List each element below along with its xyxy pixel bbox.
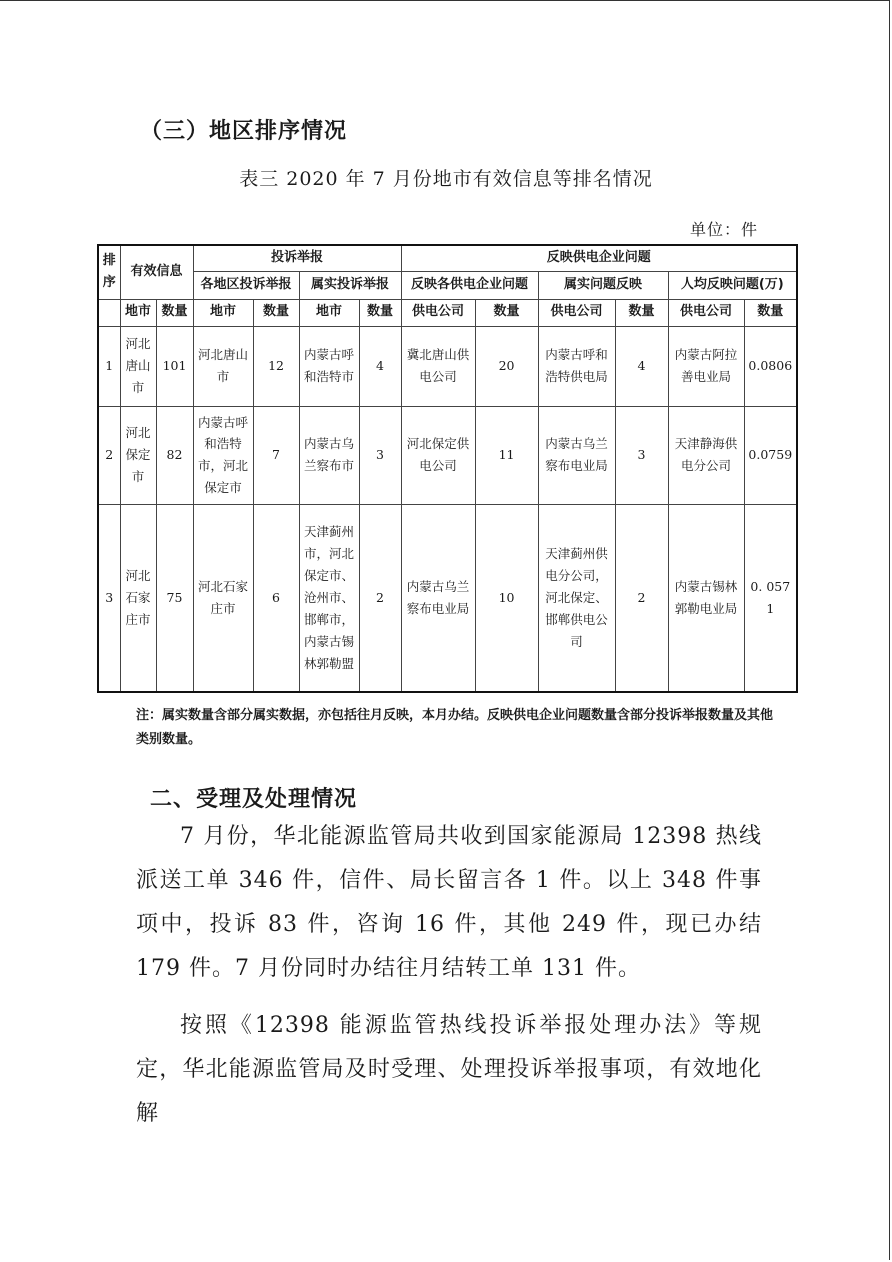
table-cell: 1 xyxy=(98,326,120,406)
table-cell: 0.0759 xyxy=(744,406,797,504)
header-valid-info: 有效信息 xyxy=(120,245,193,299)
header-power-supply-issues: 反映供电企业问题 xyxy=(401,245,797,271)
unit-label: 单位：件 xyxy=(689,220,758,239)
table-cell: 75 xyxy=(156,504,193,692)
table-note: 注：属实数量含部分属实数据，亦包括往月反映，本月办结。反映供电企业问题数量含部分投诉举报数量及其他类别数量。 xyxy=(136,708,774,747)
table-cell: 河北唐山市 xyxy=(193,326,253,406)
header-complaint-report: 投诉举报 xyxy=(193,245,401,271)
subheader-cell: 数量 xyxy=(744,299,797,326)
table-cell: 天津蓟州市，河北保定市、沧州市、邯郸市，内蒙古锡林郭勒盟 xyxy=(299,504,359,692)
subheader-cell: 供电公司 xyxy=(538,299,615,326)
subheader-cell: 供电公司 xyxy=(401,299,475,326)
table-cell: 12 xyxy=(253,326,299,406)
header-region-complaints: 各地区投诉举报 xyxy=(193,271,299,299)
header-company-issues: 反映各供电企业问题 xyxy=(401,271,538,299)
header-verified-complaints: 属实投诉举报 xyxy=(299,271,401,299)
table-cell: 2 xyxy=(359,504,401,692)
table-cell: 11 xyxy=(475,406,538,504)
section-heading: （三）地区排序情况 xyxy=(140,119,348,144)
table-cell: 河北石家庄市 xyxy=(120,504,156,692)
table-cell: 0. 0571 xyxy=(744,504,797,692)
table-cell: 0.0806 xyxy=(744,326,797,406)
table-cell: 河北唐山市 xyxy=(120,326,156,406)
table-cell: 3 xyxy=(359,406,401,504)
table-cell: 20 xyxy=(475,326,538,406)
subheader-cell: 地市 xyxy=(299,299,359,326)
table-cell: 6 xyxy=(253,504,299,692)
ranking-table xyxy=(97,244,798,693)
paragraph-2: 按照《12398 能源监管热线投诉举报处理办法》等规定，华北能源监管局及时受理、处理投诉举报事项，有效地化解 xyxy=(136,1013,762,1126)
header-verified-issues: 属实问题反映 xyxy=(538,271,668,299)
table-cell: 3 xyxy=(615,406,668,504)
table-cell: 内蒙古呼和浩特市，河北保定市 xyxy=(193,406,253,504)
header-per-capita-issues: 人均反映问题(万) xyxy=(668,271,797,299)
subheader-cell: 地市 xyxy=(120,299,156,326)
table-cell: 河北保定供电公司 xyxy=(401,406,475,504)
table-caption: 表三 2020 年 7 月份地市有效信息等排名情况 xyxy=(239,168,653,190)
table-cell: 内蒙古阿拉善电业局 xyxy=(668,326,744,406)
table-cell: 4 xyxy=(359,326,401,406)
table-cell: 内蒙古呼和浩特供电局 xyxy=(538,326,615,406)
table-cell: 天津蓟州供电分公司，河北保定、邯郸供电公司 xyxy=(538,504,615,692)
table-cell: 内蒙古锡林郭勒电业局 xyxy=(668,504,744,692)
table-cell: 82 xyxy=(156,406,193,504)
subheader-cell: 数量 xyxy=(253,299,299,326)
subheader-cell: 数量 xyxy=(615,299,668,326)
table-cell: 4 xyxy=(615,326,668,406)
table-cell: 10 xyxy=(475,504,538,692)
table-cell: 冀北唐山供电公司 xyxy=(401,326,475,406)
table-cell: 2 xyxy=(98,406,120,504)
subheader-cell: 数量 xyxy=(156,299,193,326)
subheader-cell: 数量 xyxy=(475,299,538,326)
table-cell: 内蒙古乌兰察布电业局 xyxy=(538,406,615,504)
table-cell: 内蒙古乌兰察布电业局 xyxy=(401,504,475,692)
table-cell: 河北石家庄市 xyxy=(193,504,253,692)
table-cell: 内蒙古呼和浩特市 xyxy=(299,326,359,406)
table-cell: 7 xyxy=(253,406,299,504)
table-cell: 内蒙古乌兰察布市 xyxy=(299,406,359,504)
table-cell: 天津静海供电分公司 xyxy=(668,406,744,504)
header-rank: 排序 xyxy=(98,245,120,299)
table-cell: 101 xyxy=(156,326,193,406)
table-row xyxy=(98,326,797,406)
table-row xyxy=(98,406,797,504)
header-blank xyxy=(98,299,120,326)
section2-heading: 二、受理及处理情况 xyxy=(150,787,358,812)
table-cell: 河北保定市 xyxy=(120,406,156,504)
subheader-cell: 供电公司 xyxy=(668,299,744,326)
subheader-cell: 数量 xyxy=(359,299,401,326)
table-cell: 2 xyxy=(615,504,668,692)
subheader-cell: 地市 xyxy=(193,299,253,326)
paragraph-1: 7 月份，华北能源监管局共收到国家能源局 12398 热线派送工单 346 件，信件、局长留言各 1 件。以上 348 件事项中，投诉 83 件，咨询 16 件，其他 249 件，现已办结 179 件。7 月份同时办结往月结转工单 131 件。 xyxy=(136,824,762,981)
table-row xyxy=(98,504,797,692)
table-cell: 3 xyxy=(98,504,120,692)
